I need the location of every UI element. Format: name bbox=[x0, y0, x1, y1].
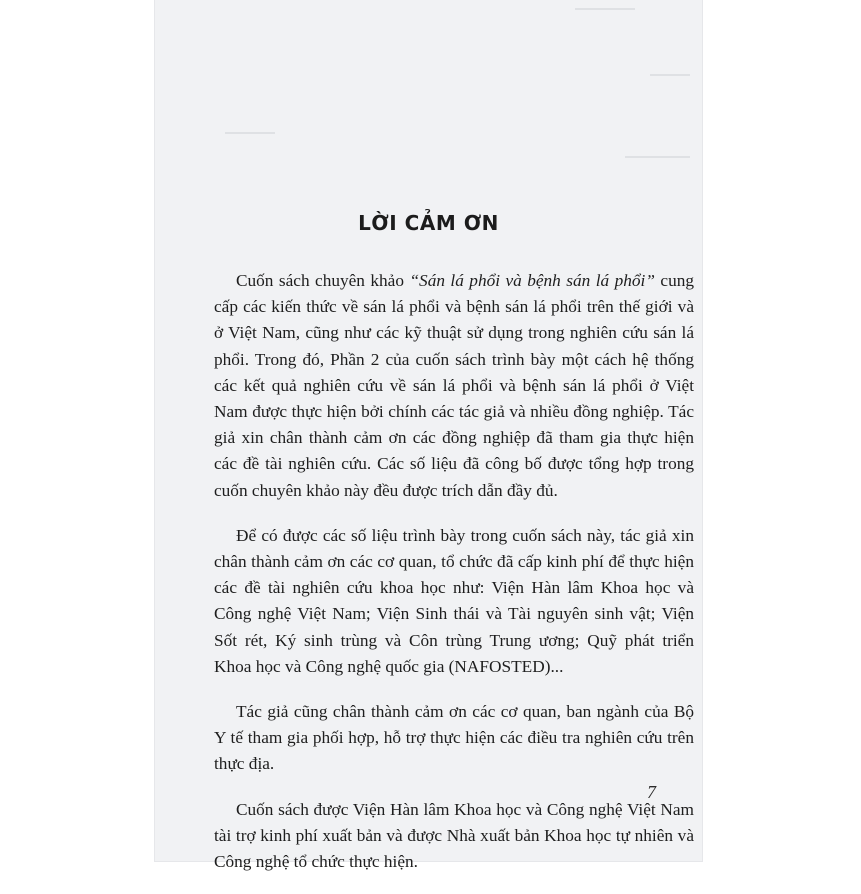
paragraph-4: Cuốn sách được Viện Hàn lâm Khoa học và Công nghệ Việt Nam tài trợ kinh phí xuất bản và được Nhà xuất bản Khoa học tự nhiên và Công nghệ tổ chức thực hiện. bbox=[214, 799, 694, 872]
paragraph-1-lead: Cuốn sách chuyên khảo bbox=[236, 271, 410, 290]
paragraph-1-rest: cung cấp các kiến thức về sán lá phổi và bệnh sán lá phổi trên thế giới và ở Việt Nam, cũng như các kỹ thuật sử dụng trong nghiên cứu sán lá phổi. Trong đó, Phần 2 của cuốn sách trình bày một cách hệ thống các kết quả nghiên cứu về sán lá phổi và bệnh sán lá phổi ở Việt Nam được thực hiện bởi chính các tác giả và nhiều đồng nghiệp. Tác giả xin chân thành cảm ơn các đồng nghiệp đã tham gia thực hiện các đề tài nghiên cứu. Các số liệu đã công bố được tổng hợp trong cuốn chuyên khảo này đều được trích dẫn đầy đủ. bbox=[214, 271, 694, 500]
page-number: 7 bbox=[647, 782, 656, 802]
paragraph-3: Tác giả cũng chân thành cảm ơn các cơ quan, ban ngành của Bộ Y tế tham gia phối hợp, hỗ trợ thực hiện các điều tra nghiên cứu trên thực địa. bbox=[214, 702, 694, 774]
show-through-mark bbox=[575, 8, 635, 10]
paragraph-2: Để có được các số liệu trình bày trong cuốn sách này, tác giả xin chân thành cảm ơn các cơ quan, tổ chức đã cấp kinh phí để thực hiện các đề tài nghiên cứu khoa học như: Viện Hàn lâm Khoa học và Công nghệ Việt Nam; Viện Sinh thái và Tài nguyên sinh vật; Viện Sốt rét, Ký sinh trùng và Côn trùng Trung ương; Quỹ phát triển Khoa học và Công nghệ quốc gia (NAFOSTED)... bbox=[214, 525, 694, 676]
paragraph-1 bbox=[214, 268, 694, 504]
show-through-mark bbox=[225, 132, 275, 134]
book-title-italic: “Sán lá phổi và bệnh sán lá phổi” bbox=[409, 271, 655, 290]
show-through-mark bbox=[650, 74, 690, 76]
book-page bbox=[155, 0, 702, 872]
page-body bbox=[214, 268, 694, 894]
show-through-mark bbox=[625, 156, 690, 158]
page-title: LỜI CẢM ƠN bbox=[358, 211, 499, 235]
